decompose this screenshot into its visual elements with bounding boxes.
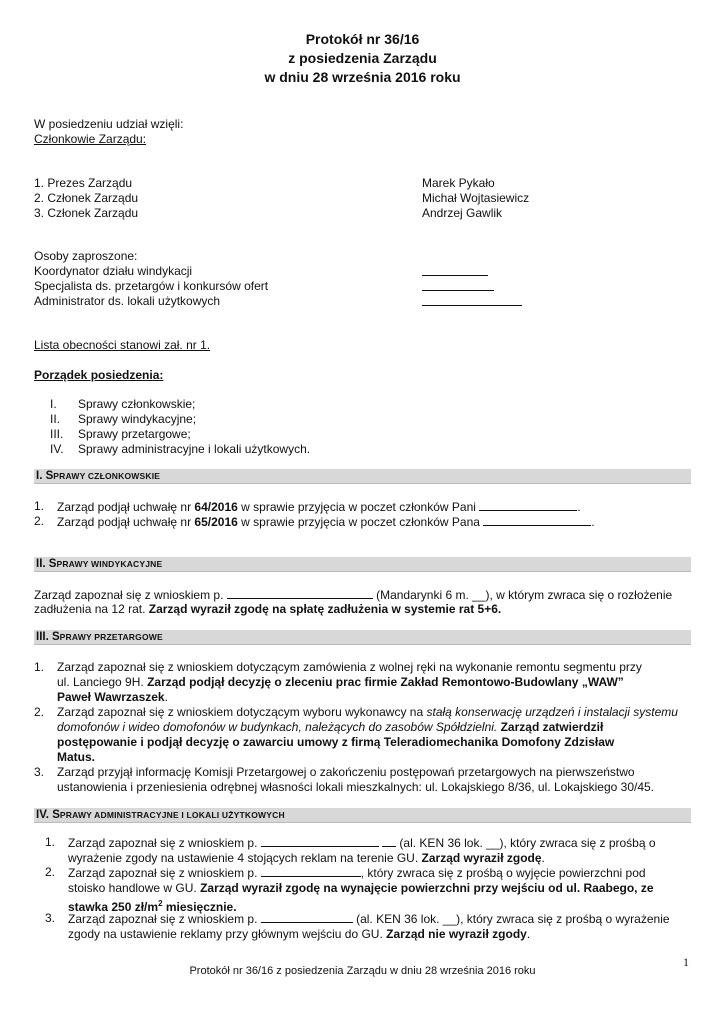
section-3-num-1: 1. [34, 660, 45, 674]
section-4-item-1: Zarząd zapoznał się z wnioskiem p. (al. KEN 36 lok. __), który zwraca się z prośbą o wyrażenie zgody na ustawienie 4 stojących reklam na terenie GU. Zarząd wyraził zgodę. [68, 836, 656, 865]
agenda-num-3: III. [50, 427, 64, 441]
agenda-item-2: Sprawy windykacyjne; [78, 412, 197, 426]
section-4-num-1: 1. [45, 835, 56, 849]
agenda-num-1: I. [50, 397, 57, 411]
section-1-num-2: 2. [34, 514, 45, 528]
section-3-num-3: 3. [34, 765, 45, 779]
section-2-line-2: zadłużenia na 12 rat. Zarząd wyraził zgodę na spłatę zadłużenia w systemie rat 5+6. [34, 602, 502, 616]
section-1-item-2: Zarząd podjął uchwałę nr 65/2016 w sprawie przyjęcia w poczet członków Pana . [57, 515, 595, 529]
page-footer: Protokół nr 36/16 z posiedzenia Zarządu w dniu 28 września 2016 roku [189, 965, 536, 977]
agenda-num-4: IV. [50, 442, 64, 456]
title-line-1: Protokół nr 36/16 [305, 31, 420, 47]
board-members-header: Członkowie Zarządu: [34, 132, 147, 146]
guest-3-blank [422, 294, 522, 310]
document-title [0, 30, 725, 87]
section-3-item-3: Zarząd przyjął informację Komisji Przetargowej o zakończeniu postępowań przetargowych na pierwszeństwo ustanowienia i przeniesienia odrębnej własności lokali mieszkalnych: ul. Lokajskiego 8/36, ul. Lokajskiego 30/45. [57, 765, 655, 794]
section-4-num-2: 2. [45, 865, 56, 879]
guest-2: Specjalista ds. przetargów i konkursów ofert [34, 279, 269, 293]
section-3-header: III. SPRAWY PRZETARGOWE [34, 630, 691, 645]
agenda-item-1: Sprawy członkowskie; [78, 397, 196, 411]
member-name-3: Andrzej Gawlik [422, 206, 503, 220]
section-1-header: I. SPRAWY CZŁONKOWSKIE [34, 469, 691, 484]
section-4-item-3: Zarząd zapoznał się z wnioskiem p. (al. KEN 36 lok. __), który zwraca się z prośbą o wyrażenie zgody na ustawienie reklamy przy głównym wejściu do GU. Zarząd nie wyraził zgody. [68, 912, 670, 941]
section-2-header: II. SPRAWY WINDYKACYJNE [34, 557, 691, 572]
page-number: 1 [683, 955, 689, 969]
section-3-item-1: Zarząd zapoznał się z wnioskiem dotyczącym zamówienia z wolnej ręki na wykonanie remontu segmentu przy ul. Lanciego 9H. Zarząd podjął decyzję o zleceniu prac firmie Zakład Remontowo-Budowlany „WAW” Paweł Wawrzaszek. [57, 660, 642, 704]
member-name-2: Michał Wojtasiewicz [422, 191, 530, 205]
section-3-num-2: 2. [34, 705, 45, 719]
section-1-item-1: Zarząd podjął uchwałę nr 64/2016 w sprawie przyjęcia w poczet członków Pani . [57, 500, 581, 514]
section-3-item-2: Zarząd zapoznał się z wnioskiem dotyczącym wyboru wykonawcy na stałą konserwację urządzeń i instalacji systemu domofonów i wideo domofonów w budynkach, należących do zasobów Spółdzielni. Zarząd zatwierdził postępowanie i podjął decyzję o zawarciu umowy z firmą Teleradiomechanika Domofony Zdzisław Matus. [57, 705, 678, 764]
guest-1-blank [422, 264, 488, 280]
title-line-2: z posiedzenia Zarządu [288, 50, 437, 66]
agenda-num-2: II. [50, 412, 61, 426]
guest-1: Koordynator działu windykacji [34, 264, 193, 278]
agenda-item-3: Sprawy przetargowe; [78, 427, 191, 441]
member-role-1: 1. Prezes Zarządu [34, 176, 133, 190]
guest-2-blank [422, 279, 494, 295]
attendance-intro: W posiedzeniu udział wzięli: [34, 117, 184, 131]
section-4-item-2: Zarząd zapoznał się z wnioskiem p. , który zwraca się z prośbą o wyjęcie powierzchni pod stoisko handlowe w GU. Zarząd wyraził zgodę na wynajęcie powierzchni przy wejściu od ul. Raabego, ze stawka 250 $zł/m^2$ miesięcznie. [68, 866, 654, 914]
agenda-item-4: Sprawy administracyjne i lokali użytkowych. [78, 442, 311, 456]
section-4-num-3: 3. [45, 911, 56, 925]
attendance-list-note: Lista obecności stanowi zał. nr 1. [34, 338, 211, 352]
agenda-header: Porządek posiedzenia: [34, 368, 164, 382]
section-2-line-1: Zarząd zapoznał się z wnioskiem p. (Mandarynki 6 m. __), w którym zwraca się o rozłożenie [34, 588, 673, 602]
member-name-1: Marek Pykało [422, 176, 495, 190]
title-line-3: w dniu 28 września 2016 roku [264, 69, 461, 85]
member-role-3: 3. Członek Zarządu [34, 206, 139, 220]
guests-header: Osoby zaproszone: [34, 249, 138, 263]
section-1-num-1: 1. [34, 499, 45, 513]
member-role-2: 2. Członek Zarządu [34, 191, 139, 205]
guest-3: Administrator ds. lokali użytkowych [34, 294, 221, 308]
section-4-header: IV. SPRAWY ADMINISTRACYJNE I LOKALI UŻYTKOWYCH [34, 808, 691, 823]
